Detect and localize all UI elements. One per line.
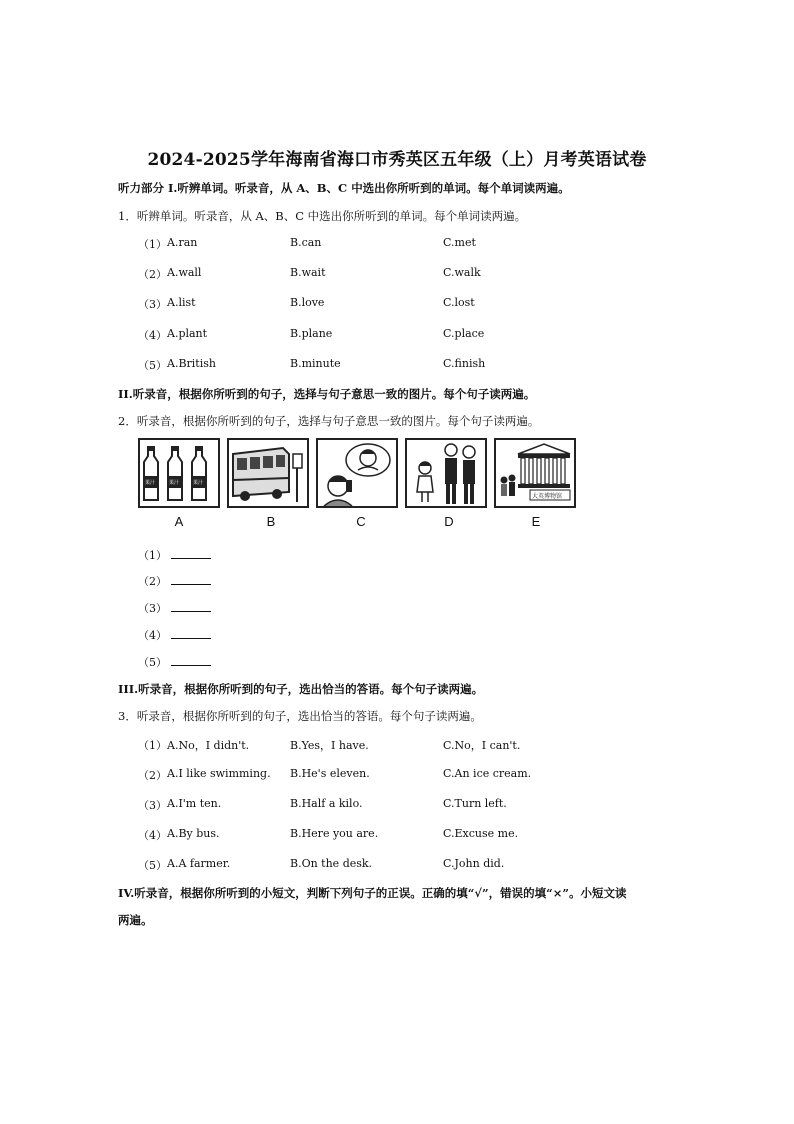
option-c: C.walk [443, 266, 481, 279]
option-number: （4） [138, 329, 167, 342]
option-b: B.Here you are. [290, 827, 379, 840]
picture-label-e: E [531, 514, 541, 529]
option-a: A.No，I didn't. [167, 739, 250, 752]
answer-blank-row [138, 573, 211, 589]
question-1-prompt: 1．听辨单词。听录音，从 A、B、C 中选出你所听到的单词。每个单词读两遍。 [118, 209, 527, 223]
option-c: C.No，I can't. [443, 739, 521, 752]
bus-stop-icon [229, 440, 307, 506]
option-a: A.plant [167, 327, 208, 340]
juice-label-1: 果汁 [145, 480, 156, 486]
option-b: B.wait [290, 266, 326, 279]
option-a: A.By bus. [167, 827, 220, 840]
option-b: B.Half a kilo. [290, 797, 363, 810]
picture-c [316, 438, 398, 508]
section-4-heading-line-1: IV.听录音，根据你所听到的小短文，判断下列句子的正误。正确的填“√”，错误的填“×”。小短文读 [118, 886, 627, 900]
option-b: B.plane [290, 327, 333, 340]
blank-number: （3） [138, 602, 167, 615]
section-2-heading: II.听录音，根据你所听到的句子，选择与句子意思一致的图片。每个句子读两遍。 [118, 387, 536, 401]
picture-e [494, 438, 576, 508]
section-3-heading: III.听录音，根据你所听到的句子，选出恰当的答语。每个句子读两遍。 [118, 682, 484, 696]
juice-label-3: 果汁 [193, 480, 204, 486]
picture-d [405, 438, 487, 508]
picture-label-d: D [444, 514, 454, 529]
option-c: C.Excuse me. [443, 827, 519, 840]
family-icon [407, 440, 485, 506]
answer-blank[interactable] [171, 656, 211, 666]
picture-row [138, 438, 578, 533]
answer-blank-row [138, 627, 211, 643]
answer-blank-row [138, 654, 211, 670]
blank-number: （5） [138, 656, 167, 669]
question-3-prompt: 3．听录音，根据你所听到的句子，选出恰当的答语。每个句子读两遍。 [118, 709, 482, 723]
blank-number: （1） [138, 549, 167, 562]
option-c: C.met [443, 236, 476, 249]
option-number: （4） [138, 829, 167, 842]
option-a: A.British [167, 357, 216, 370]
option-b: B.Yes，I have. [290, 739, 369, 752]
option-number: （2） [138, 769, 167, 782]
option-number: （2） [138, 268, 167, 281]
section-4-heading-line-2: 两遍。 [118, 913, 153, 927]
option-b: B.can [290, 236, 322, 249]
picture-b [227, 438, 309, 508]
answer-blank[interactable] [171, 602, 211, 612]
picture-a [138, 438, 220, 508]
answer-blank[interactable] [171, 549, 211, 559]
option-a: A.I like swimming. [167, 767, 271, 780]
option-a: A.wall [167, 266, 202, 279]
option-number: （5） [138, 859, 167, 872]
answer-blank[interactable] [171, 575, 211, 585]
phone-call-icon [318, 440, 396, 506]
page-title: 2024-2025学年海南省海口市秀英区五年级（上）月考英语试卷 [147, 150, 647, 170]
option-b: B.He's eleven. [290, 767, 370, 780]
option-c: C.John did. [443, 857, 505, 870]
option-b: B.minute [290, 357, 341, 370]
option-number: （3） [138, 799, 167, 812]
option-a: A.ran [167, 236, 198, 249]
option-number: （3） [138, 298, 167, 311]
blank-number: （2） [138, 575, 167, 588]
option-b: B.On the desk. [290, 857, 373, 870]
option-c: C.lost [443, 296, 475, 309]
question-2-prompt: 2．听录音，根据你所听到的句子，选择与句子意思一致的图片。每个句子读两遍。 [118, 414, 540, 428]
option-number: （1） [138, 739, 167, 752]
juice-label-2: 果汁 [169, 480, 180, 486]
option-number: （5） [138, 359, 167, 372]
option-c: C.place [443, 327, 485, 340]
blank-number: （4） [138, 629, 167, 642]
option-b: B.love [290, 296, 325, 309]
museum-sign: 大英博物馆 [532, 493, 563, 500]
picture-label-b: B [266, 514, 276, 529]
option-a: A.I'm ten. [167, 797, 222, 810]
picture-label-c: C [356, 514, 366, 529]
option-a: A.A farmer. [167, 857, 231, 870]
juice-bottles-icon [140, 440, 218, 506]
section-1-heading: 听力部分 I.听辨单词。听录音，从 A、B、C 中选出你所听到的单词。每个单词读两遍。 [118, 181, 570, 195]
answer-blank-row [138, 600, 211, 616]
option-c: C.An ice cream. [443, 767, 532, 780]
answer-blank[interactable] [171, 629, 211, 639]
answer-blank-row [138, 547, 211, 563]
option-c: C.Turn left. [443, 797, 507, 810]
picture-label-a: A [174, 514, 184, 529]
museum-icon [496, 440, 574, 506]
option-c: C.finish [443, 357, 486, 370]
option-number: （1） [138, 238, 167, 251]
option-a: A.list [167, 296, 196, 309]
